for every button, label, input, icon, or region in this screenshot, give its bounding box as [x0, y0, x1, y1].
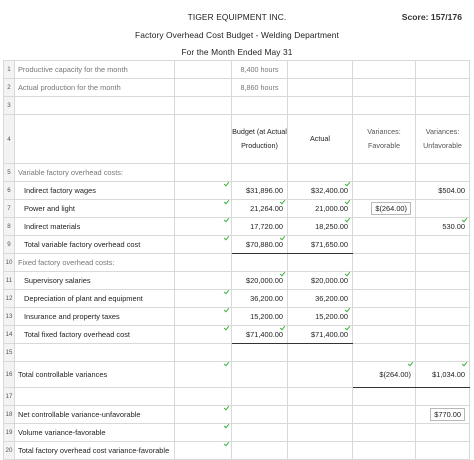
table-row [4, 254, 470, 272]
budget-input[interactable] [232, 362, 288, 388]
cell [175, 236, 232, 254]
row-label[interactable]: Volume variance-favorable [15, 424, 175, 442]
table-row [4, 362, 470, 388]
check-icon [224, 361, 230, 366]
row-number: 16 [4, 362, 15, 388]
score-label: Score: [401, 12, 429, 22]
favorable-input[interactable] [353, 442, 416, 460]
check-icon [280, 325, 286, 330]
favorable-total-input[interactable]: $(264.00) [353, 362, 416, 388]
check-icon [408, 361, 414, 366]
check-icon [224, 325, 230, 330]
score-display [402, 12, 462, 22]
unfavorable-input[interactable] [416, 326, 470, 344]
table-row [4, 61, 470, 79]
row-number: 18 [4, 406, 15, 424]
report-period: For the Month Ended May 31 [181, 47, 293, 57]
table-row [4, 344, 470, 362]
check-icon [345, 199, 351, 204]
favorable-input[interactable] [353, 290, 416, 308]
table-row [4, 290, 470, 308]
row-number: 11 [4, 272, 15, 290]
unfavorable-input[interactable] [416, 290, 470, 308]
cell [416, 79, 470, 97]
row-label[interactable]: Net controllable variance-unfavorable [15, 406, 175, 424]
check-icon [462, 361, 468, 366]
table-row [4, 182, 470, 200]
row-number: 6 [4, 182, 15, 200]
favorable-input[interactable] [353, 424, 416, 442]
cell [353, 79, 416, 97]
cell [288, 388, 353, 406]
table-row [4, 218, 470, 236]
table-row [4, 164, 470, 182]
favorable-input[interactable] [353, 236, 416, 254]
unfavorable-input[interactable]: 530.00 [416, 218, 470, 236]
favorable-input[interactable] [353, 308, 416, 326]
favorable-input[interactable] [353, 182, 416, 200]
cell [15, 115, 175, 164]
budget-input[interactable]: $71,400.00 [232, 326, 288, 344]
row-number: 15 [4, 344, 15, 362]
row-number: 2 [4, 79, 15, 97]
cell [353, 61, 416, 79]
unfavorable-input[interactable]: $504.00 [416, 182, 470, 200]
cell [175, 164, 232, 182]
check-icon [280, 199, 286, 204]
cell [288, 442, 353, 460]
cell [288, 164, 353, 182]
budget-input[interactable]: 15,200.00 [232, 308, 288, 326]
header-variances-favorable: Variances: Favorable [353, 115, 416, 164]
favorable-input[interactable] [353, 200, 416, 218]
row-label[interactable]: Power and light [15, 200, 175, 218]
cell [175, 388, 232, 406]
unfavorable-input[interactable] [416, 442, 470, 460]
table-row [4, 442, 470, 460]
budget-input[interactable]: 17,720.00 [232, 218, 288, 236]
budget-input[interactable]: 21,264.00 [232, 200, 288, 218]
cell [232, 97, 288, 115]
row-label[interactable]: Total variable factory overhead cost [15, 236, 175, 254]
row-number: 3 [4, 97, 15, 115]
cell [175, 344, 232, 362]
net-variance-value: $770.00 [430, 408, 465, 421]
row-label[interactable]: Depreciation of plant and equipment [15, 290, 175, 308]
check-icon [224, 405, 230, 410]
cell [353, 254, 416, 272]
actual-input[interactable] [288, 362, 353, 388]
favorable-input[interactable] [353, 218, 416, 236]
favorable-input[interactable] [353, 272, 416, 290]
actual-input[interactable]: $71,400.00 [288, 326, 353, 344]
favorable-input[interactable] [353, 406, 416, 424]
cell [15, 388, 175, 406]
check-icon [224, 289, 230, 294]
cell-production-hours: 8,860 hours [232, 79, 288, 97]
unfavorable-total-input[interactable]: $1,034.00 [416, 362, 470, 388]
header-budget: Budget (at Actual Production) [232, 115, 288, 164]
row-label[interactable]: Total fixed factory overhead cost [15, 326, 175, 344]
unfavorable-input[interactable] [416, 424, 470, 442]
cell [288, 424, 353, 442]
actual-input[interactable]: $20,000.00 [288, 272, 353, 290]
cell [232, 344, 288, 362]
row-number: 10 [4, 254, 15, 272]
cell [232, 164, 288, 182]
budget-input[interactable]: 36,200.00 [232, 290, 288, 308]
cell [175, 442, 232, 460]
cell [288, 97, 353, 115]
cell [175, 61, 232, 79]
cell [15, 344, 175, 362]
budget-worksheet [3, 60, 470, 460]
cell [175, 254, 232, 272]
cell [416, 388, 470, 406]
check-icon [280, 271, 286, 276]
row-number: 7 [4, 200, 15, 218]
row-number: 14 [4, 326, 15, 344]
check-icon [462, 217, 468, 222]
cell [175, 200, 232, 218]
cell [288, 61, 353, 79]
table-row [4, 308, 470, 326]
table-row [4, 388, 470, 406]
cell [232, 424, 288, 442]
check-icon [224, 307, 230, 312]
cell [416, 344, 470, 362]
cell [288, 254, 353, 272]
favorable-input[interactable] [353, 326, 416, 344]
cell [175, 272, 232, 290]
row-label[interactable]: Supervisory salaries [15, 272, 175, 290]
row-label: Productive capacity for the month [15, 61, 175, 79]
cell [288, 406, 353, 424]
cell [175, 326, 232, 344]
row-number: 13 [4, 308, 15, 326]
check-icon [345, 217, 351, 222]
row-label[interactable]: Indirect materials [15, 218, 175, 236]
table-row [4, 79, 470, 97]
row-number: 17 [4, 388, 15, 406]
table-row [4, 236, 470, 254]
actual-input[interactable]: 18,250.00 [288, 218, 353, 236]
table-row [4, 406, 470, 424]
cell [416, 254, 470, 272]
actual-input[interactable]: 15,200.00 [288, 308, 353, 326]
check-icon [345, 181, 351, 186]
row-number: 5 [4, 164, 15, 182]
unfavorable-input[interactable] [416, 308, 470, 326]
check-icon [224, 423, 230, 428]
check-icon [224, 217, 230, 222]
unfavorable-input[interactable] [416, 272, 470, 290]
row-number: 4 [4, 115, 15, 164]
cell [175, 290, 232, 308]
check-icon [345, 307, 351, 312]
table-row [4, 97, 470, 115]
cell [353, 388, 416, 406]
check-icon [224, 181, 230, 186]
row-number: 12 [4, 290, 15, 308]
favorable-value: $(264.00) [371, 202, 411, 215]
budget-input[interactable]: $20,000.00 [232, 272, 288, 290]
net-variance-input[interactable] [416, 406, 470, 424]
row-label[interactable]: Total factory overhead cost variance-favorable [15, 442, 175, 460]
cell [232, 406, 288, 424]
check-icon [224, 441, 230, 446]
cell [353, 164, 416, 182]
company-name: TIGER EQUIPMENT INC. [187, 12, 287, 22]
cell [175, 362, 232, 388]
row-number: 8 [4, 218, 15, 236]
actual-input[interactable]: 36,200.00 [288, 290, 353, 308]
cell [175, 308, 232, 326]
row-number: 20 [4, 442, 15, 460]
cell-capacity-hours: 8,400 hours [232, 61, 288, 79]
header-actual: Actual [288, 115, 353, 164]
check-icon [224, 199, 230, 204]
cell [353, 97, 416, 115]
unfavorable-input[interactable] [416, 200, 470, 218]
table-row [4, 115, 470, 164]
cell [416, 164, 470, 182]
budget-input[interactable]: $70,880.00 [232, 236, 288, 254]
cell [175, 182, 232, 200]
section-label: Variable factory overhead costs: [15, 164, 175, 182]
header-variances-unfavorable: Variances: Unfavorable [416, 115, 470, 164]
table-row [4, 326, 470, 344]
cell [416, 97, 470, 115]
cell [175, 218, 232, 236]
actual-input[interactable]: $32,400.00 [288, 182, 353, 200]
cell [232, 388, 288, 406]
row-number: 19 [4, 424, 15, 442]
section-label: Fixed factory overhead costs: [15, 254, 175, 272]
report-title: Factory Overhead Cost Budget - Welding Department [135, 30, 339, 40]
cell [288, 344, 353, 362]
cell [232, 254, 288, 272]
budget-input[interactable]: $31,896.00 [232, 182, 288, 200]
cell [416, 61, 470, 79]
table-row [4, 200, 470, 218]
table-row [4, 272, 470, 290]
cell [175, 424, 232, 442]
table-row [4, 424, 470, 442]
cell [232, 442, 288, 460]
cell [175, 115, 232, 164]
row-label[interactable]: Insurance and property taxes [15, 308, 175, 326]
actual-input[interactable]: 21,000.00 [288, 200, 353, 218]
row-label[interactable]: Total controllable variances [15, 362, 175, 388]
cell [353, 344, 416, 362]
cell [15, 97, 175, 115]
row-label: Actual production for the month [15, 79, 175, 97]
row-number: 1 [4, 61, 15, 79]
check-icon [345, 271, 351, 276]
unfavorable-input[interactable] [416, 236, 470, 254]
check-icon [224, 235, 230, 240]
cell [175, 97, 232, 115]
cell [175, 79, 232, 97]
row-label[interactable]: Indirect factory wages [15, 182, 175, 200]
cell [175, 406, 232, 424]
actual-input[interactable]: $71,650.00 [288, 236, 353, 254]
cell [288, 79, 353, 97]
row-number: 9 [4, 236, 15, 254]
check-icon [345, 325, 351, 330]
score-value: 157/176 [430, 12, 462, 22]
check-icon [280, 235, 286, 240]
